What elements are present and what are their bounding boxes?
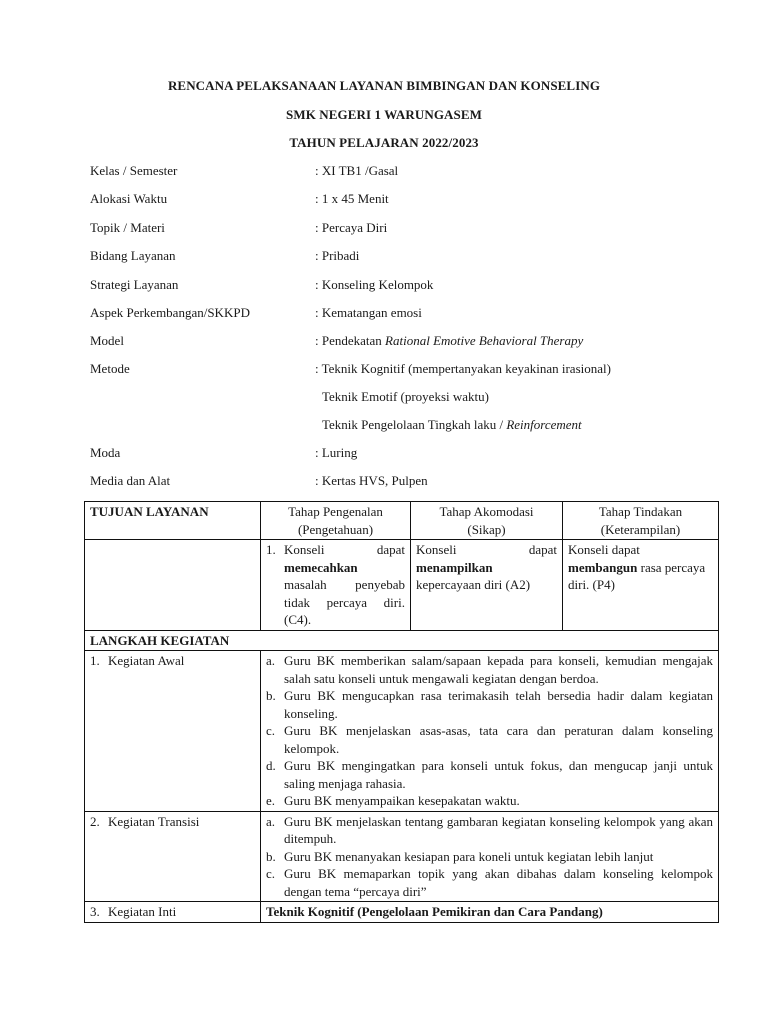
text-bold: membangun: [568, 559, 638, 575]
akomodasi-header: [411, 502, 563, 540]
academic-year: TAHUN PELAJARAN 2022/2023: [289, 135, 479, 150]
text-post: masalah penyebab tidak percaya diri. (C4).: [284, 577, 405, 627]
document-title: RENCANA PELAKSANAAN LAYANAN BIMBINGAN DAN KONSELING: [167, 78, 601, 93]
empty-cell: [85, 540, 261, 631]
info-label: Model: [90, 333, 124, 348]
info-row-strategi: [90, 277, 710, 295]
info-label: Bidang Layanan: [90, 248, 176, 263]
step-label: [90, 813, 255, 831]
info-label: Moda: [90, 445, 121, 460]
header-line: (Sikap): [467, 521, 506, 537]
text-pre: Konseli dapat: [416, 542, 557, 557]
metode-prefix: Teknik Pengelolaan Tingkah laku /: [322, 417, 507, 432]
info-label: Media dan Alat: [90, 473, 171, 488]
inti-content-cell: Teknik Kognitif (Pengelolaan Pemikiran dan Cara Pandang): [261, 902, 719, 923]
info-value: : XI TB1 /Gasal: [315, 163, 399, 178]
list-marker: a.: [266, 653, 276, 668]
tindakan-cell: [563, 540, 719, 631]
info-value: [322, 417, 582, 433]
transisi-row: [85, 811, 719, 902]
transisi-content-cell: [261, 811, 719, 902]
info-value: : Teknik Kognitif (mempertanyakan keyakinan irasional): [315, 361, 611, 376]
model-name: Rational Emotive Behavioral Therapy: [385, 333, 584, 348]
transisi-label-cell: [85, 811, 261, 902]
list-marker: c.: [266, 723, 276, 738]
step-label-text: Kegiatan Inti: [108, 904, 177, 919]
step-label: [90, 652, 255, 670]
info-row-metode-3: [90, 417, 710, 435]
awal-content-cell: [261, 651, 719, 812]
info-label: Alokasi Waktu: [90, 191, 168, 206]
info-value: : Kematangan emosi: [315, 305, 422, 320]
info-row-metode-2: [90, 389, 710, 407]
list-marker: c.: [266, 866, 276, 881]
inti-row: [85, 902, 719, 923]
list-marker: a.: [266, 813, 276, 829]
info-row-metode: [90, 361, 710, 379]
list-marker: e.: [266, 793, 276, 808]
list-item: [266, 792, 713, 810]
tujuan-header: TUJUAN LAYANAN: [85, 502, 261, 540]
list-item: [266, 848, 713, 866]
header-line: (Pengetahuan): [297, 521, 374, 537]
list-text: Guru BK mengingatkan para konseli untuk fokus, dan mengucap janji untuk saling menjaga rahasia.: [284, 758, 713, 791]
list-item: [266, 757, 713, 792]
table-header-row: [85, 502, 719, 540]
info-value: : 1 x 45 Menit: [315, 191, 389, 206]
awal-row: [85, 651, 719, 812]
header-line: Tahap Akomodasi: [439, 504, 534, 519]
info-label: Aspek Perkembangan/SKKPD: [90, 305, 250, 320]
info-value: : Pribadi: [315, 248, 360, 263]
list-marker: b.: [266, 848, 276, 864]
info-label: Strategi Layanan: [90, 277, 179, 292]
info-value: : Kertas HVS, Pulpen: [315, 473, 428, 488]
step-number: 2.: [90, 813, 100, 829]
list-text: Guru BK menanyakan kesiapan para koneli untuk kegiatan lebih lanjut: [284, 848, 654, 864]
list-text: Guru BK menjelaskan tentang gambaran kegiatan konseling kelompok yang akan ditempuh.: [284, 813, 713, 846]
awal-list: [266, 652, 713, 810]
info-value: [315, 333, 583, 349]
header-line: Tahap Tindakan: [598, 504, 683, 519]
list-marker: b.: [266, 688, 276, 703]
list-text: Guru BK menyampaikan kesepakatan waktu.: [284, 793, 520, 808]
info-value: Teknik Emotif (proyeksi waktu): [322, 389, 489, 404]
list-item: [266, 722, 713, 757]
info-row-moda: [90, 445, 710, 463]
list-item: [266, 687, 713, 722]
info-row-topik: [90, 220, 710, 238]
info-row-media: [90, 473, 710, 491]
text-pre: Konseli dapat: [568, 542, 640, 557]
list-item: [266, 813, 713, 848]
text-bold: memecahkan: [284, 559, 358, 575]
step-label: [90, 903, 255, 921]
step-number: 3.: [90, 904, 100, 919]
header-line: Tahap Pengenalan: [288, 504, 383, 519]
akomodasi-cell: [411, 540, 563, 631]
list-item: [266, 865, 713, 900]
step-number: 1.: [90, 653, 100, 668]
transisi-list: [266, 813, 713, 901]
list-marker: d.: [266, 758, 276, 773]
item-text: [284, 541, 405, 629]
info-label: Topik / Materi: [90, 220, 165, 235]
step-label-text: Kegiatan Awal: [108, 653, 185, 668]
model-prefix: : Pendekatan: [315, 333, 386, 348]
list-text: Guru BK menjelaskan asas-asas, tata cara dan peraturan dalam konseling kelompok.: [284, 723, 713, 756]
rpl-table: [84, 501, 719, 923]
list-text: Guru BK memberikan salam/sapaan kepada para konseli, kemudian mengajak salah satu konseli untuk mengawali kegiatan dengan berdoa.: [284, 653, 713, 686]
info-label: Metode: [90, 361, 130, 376]
info-row-model: [90, 333, 710, 351]
step-label-text: Kegiatan Transisi: [108, 813, 200, 829]
info-value: : Percaya Diri: [315, 220, 388, 235]
metode-italic: Reinforcement: [506, 417, 582, 432]
text-post: kepercayaan diri (A2): [416, 577, 531, 592]
info-value: : Luring: [315, 445, 358, 460]
pengenalan-item: [266, 541, 405, 629]
text-pre: Konseli dapat: [284, 542, 405, 557]
item-number: 1.: [266, 542, 276, 557]
info-label: Kelas / Semester: [90, 163, 178, 178]
list-item: [266, 652, 713, 687]
list-text: Guru BK mengucapkan rasa terimakasih telah bersedia hadir dalam kegiatan konseling.: [284, 688, 713, 721]
info-value: : Konseling Kelompok: [315, 277, 434, 292]
inti-label-cell: [85, 902, 261, 923]
info-row-kelas: [90, 163, 710, 181]
text-bold: menampilkan: [416, 559, 493, 575]
tujuan-row: [85, 540, 719, 631]
header-line: (Keterampilan): [600, 521, 681, 537]
school-name: SMK NEGERI 1 WARUNGASEM: [286, 107, 482, 122]
pengenalan-cell: [261, 540, 411, 631]
info-row-aspek: [90, 305, 710, 323]
langkah-header: LANGKAH KEGIATAN: [85, 630, 719, 651]
info-row-bidang: [90, 248, 710, 266]
awal-label-cell: [85, 651, 261, 812]
info-row-alokasi: [90, 191, 710, 209]
list-text: Guru BK memaparkan topik yang akan dibahas dalam konseling kelompok dengan tema “percaya diri”: [284, 866, 713, 899]
text-post: rasa percaya diri. (P4): [568, 559, 706, 592]
tindakan-header: [563, 502, 719, 540]
pengenalan-header: [261, 502, 411, 540]
langkah-row: [85, 630, 719, 651]
